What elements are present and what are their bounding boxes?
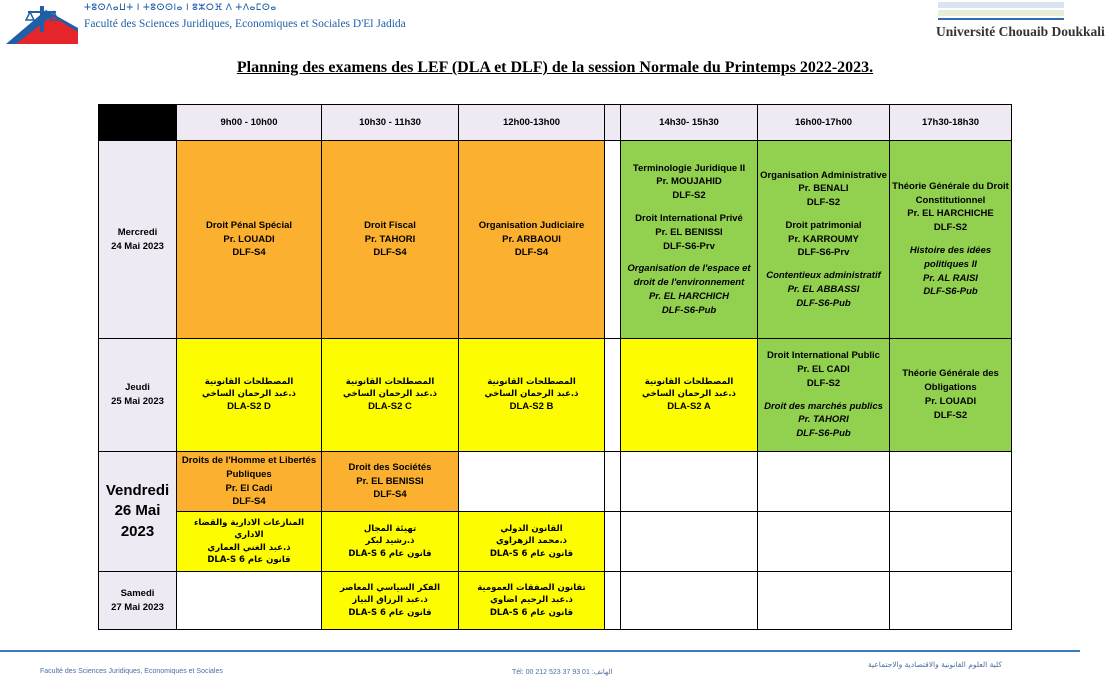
row-samedi (99, 572, 1012, 630)
exam-group: DLF-S6-Pub (796, 297, 851, 309)
exam-group: DLF-S2 (933, 409, 968, 421)
separator-cell (605, 141, 621, 339)
exam-professor: ذ.عبد الرحمان الساخي (641, 389, 737, 400)
exam-subject: Droit des marchés publics (764, 400, 883, 412)
exam-subject: Théorie Générale des Obligations (902, 368, 999, 394)
exam-subject: المنازعات الادارية والقضاء الاداري (194, 517, 304, 541)
exam-professor: Pr. LOUADI (924, 396, 977, 407)
column-separator (605, 105, 621, 141)
exam-subject: Organisation Administrative (760, 169, 887, 181)
exam-subject: المصطلحات القانونية (487, 376, 576, 387)
exam-group: DLF-S4 (514, 247, 549, 259)
exam-cell (459, 512, 605, 572)
exam-subject: Droit Pénal Spécial (205, 219, 293, 231)
exam-subject: المصطلحات القانونية (644, 376, 734, 387)
exam-subject: Organisation de l'espace et droit de l'environnement (627, 263, 751, 289)
exam-group: DLA-S 6 قانون عام (348, 548, 432, 559)
footer-faculty-name: Faculté des Sciences Juridiques, Economiques et Sociales (40, 668, 223, 675)
day-date: 27 Mai 2023 (111, 601, 164, 613)
exam-subject: القانون الدولي (500, 524, 563, 535)
university-logo (936, 0, 1066, 22)
empty-cell (890, 512, 1012, 572)
exam-group: DLF-S2 (806, 377, 841, 389)
empty-cell (459, 452, 605, 512)
row-mercredi (99, 141, 1012, 339)
exam-professor: Pr. MOUJAHID (656, 176, 722, 188)
spacer (623, 253, 755, 262)
empty-cell (890, 452, 1012, 512)
faculty-name: Faculté des Sciences Juridiques, Economiques et Sociales D'El Jadida (84, 18, 406, 30)
exam-professor: ذ.رشيد لبكر (365, 536, 415, 547)
empty-cell (177, 572, 322, 630)
exam-group: DLF-S2 (806, 197, 841, 209)
exam-cell (177, 339, 322, 452)
exam-professor: ذ.عبد الرحمان الساخي (342, 389, 438, 400)
column-header: 16h00-17h00 (758, 105, 890, 141)
exam-cell (621, 141, 758, 339)
spacer (760, 391, 887, 400)
exam-schedule-table (98, 104, 1012, 630)
day-date: 25 Mai 2023 (111, 396, 164, 407)
exam-cell (459, 141, 605, 339)
day-cell (99, 141, 177, 339)
day-year: 2023 (120, 522, 155, 540)
exam-group: DLA-S 6 قانون عام (348, 607, 432, 618)
exam-professor: Pr. ARBAOUI (502, 233, 561, 245)
column-header: 14h30- 15h30 (621, 105, 758, 141)
exam-professor: Pr. EL CADI (797, 363, 850, 375)
column-header: 10h30 - 11h30 (322, 105, 459, 141)
exam-group: DLF-S4 (232, 496, 266, 508)
exam-professor: Pr. TAHORI (364, 233, 416, 245)
day-name: Jeudi (125, 382, 150, 394)
exam-professor: Pr. EL ABBASSI (787, 283, 860, 295)
exam-group: DLF-S6-Prv (797, 247, 850, 259)
day-date: 26 Mai (114, 502, 161, 520)
day-date: 24 Mai 2023 (111, 240, 164, 252)
spacer (892, 235, 1009, 244)
exam-subject: المصطلحات القانونية (204, 376, 294, 387)
exam-group: DLF-S6-Pub (796, 428, 851, 440)
empty-cell (621, 452, 758, 512)
separator-cell (605, 339, 621, 452)
exam-professor: Pr. LOUADI (223, 233, 275, 245)
exam-subject: Histoire des idées politiques II (909, 245, 992, 270)
empty-cell (758, 572, 890, 630)
exam-cell (459, 572, 605, 630)
exam-cell (177, 512, 322, 572)
exam-professor: Pr. EL BENISSI (356, 475, 424, 487)
exam-subject: Organisation Judiciaire (478, 219, 585, 231)
exam-subject: Théorie Générale du Droit Constitutionnel (892, 180, 1009, 206)
exam-group: DLA-S2 D (227, 401, 271, 413)
footer-divider (0, 650, 1080, 652)
exam-professor: ذ.محمد الزهراوي (495, 536, 568, 547)
exam-professor: Pr. El Cadi (225, 482, 273, 494)
exam-group: DLF-S2 (933, 222, 968, 234)
exam-group: DLA-S2 A (667, 401, 711, 413)
spacer (760, 210, 887, 219)
exam-cell (890, 339, 1012, 452)
exam-cell (890, 141, 1012, 339)
exam-cell (758, 141, 890, 339)
corner-cell (99, 105, 177, 141)
spacer (760, 260, 887, 269)
exam-cell (322, 572, 459, 630)
empty-cell (621, 572, 758, 630)
exam-professor: ذ.عبد الرحمان الساخي (201, 389, 297, 400)
exam-group: DLF-S4 (232, 247, 266, 259)
day-name: Mercredi (117, 226, 158, 238)
exam-group: DLF-S2 (672, 190, 706, 202)
day-cell (99, 572, 177, 630)
faculty-logo (6, 2, 78, 44)
exam-professor: ذ.عبد الرزاق البياز (352, 595, 428, 606)
column-header: 9h00 - 10h00 (177, 105, 322, 141)
exam-cell (758, 339, 890, 452)
row-vendredi-a (99, 452, 1012, 512)
footer-faculty-name-arabic: كلية العلوم القانونية والاقتصادية والاجتماعية (868, 660, 1002, 669)
exam-professor: Pr. EL BENISSI (655, 226, 723, 238)
row-jeudi (99, 339, 1012, 452)
empty-cell (758, 452, 890, 512)
exam-group: DLF-S6-Pub (661, 304, 717, 316)
exam-subject: الفكر السياسي المعاصر (339, 583, 441, 594)
empty-cell (890, 572, 1012, 630)
day-cell (99, 339, 177, 452)
column-header: 17h30-18h30 (890, 105, 1012, 141)
page-header (0, 0, 1105, 52)
exam-group: DLA-S 6 قانون عام (207, 554, 291, 565)
exam-group: DLA-S2 B (509, 401, 554, 413)
exam-professor: Pr. EL HARCHICH (648, 290, 730, 302)
exam-group: DLF-S6-Pub (923, 286, 978, 298)
university-name: Université Chouaib Doukkali (936, 24, 1105, 39)
faculty-name-tifinagh: ⵜⵓⵙⴷⴰⵡⵜ ⵏ ⵜⵓⵙⵙⵏⴰ ⵏ ⵓⵣⵔⴼ ⴷ ⵜⴷⴰⵎⵙⴰ (84, 2, 277, 12)
exam-subject: تهيئة المجال (363, 524, 417, 535)
exam-cell (322, 141, 459, 339)
page-title: Planning des examens des LEF (DLA et DLF) de la session Normale du Printemps 2022-2023. (236, 59, 874, 76)
exam-subject: Droits de l'Homme et Libertés Publiques (181, 454, 317, 480)
day-name: Vendredi (105, 482, 170, 500)
day-name: Samedi (120, 587, 155, 599)
exam-professor: Pr. BENALI (798, 183, 849, 195)
exam-professor: ذ.عبد الغني العماري (207, 542, 291, 553)
exam-professor: Pr. TAHORI (798, 414, 849, 426)
exam-cell (621, 339, 758, 452)
exam-cell (322, 339, 459, 452)
exam-cell (322, 452, 459, 512)
exam-professor: Pr. EL HARCHICHE (907, 208, 994, 220)
exam-group: DLA-S 6 قانون عام (489, 548, 574, 559)
exam-group: DLA-S2 C (368, 401, 412, 413)
exam-subject: المصطلحات القانونية (345, 376, 435, 387)
exam-professor: Pr. KARROUMY (788, 233, 859, 245)
exam-subject: Droit des Sociétés (348, 461, 432, 473)
exam-cell (177, 452, 322, 512)
exam-group: DLA-S 6 قانون عام (489, 607, 574, 618)
row-vendredi-b (99, 512, 1012, 572)
exam-group: DLF-S4 (373, 489, 407, 501)
empty-cell (758, 512, 890, 572)
exam-subject: تقانون الصفقات العمومية (477, 583, 586, 594)
exam-cell (177, 141, 322, 339)
exam-group: DLF-S6-Prv (663, 240, 715, 252)
exam-subject: Contentieux administratif (766, 270, 881, 282)
header-row (99, 105, 1012, 141)
day-cell (99, 452, 177, 572)
exam-cell (459, 339, 605, 452)
exam-professor: ذ.عبد الرحمان الساخي (484, 389, 579, 400)
empty-cell (621, 512, 758, 572)
exam-group: DLF-S4 (373, 247, 407, 259)
separator-cell (605, 512, 621, 572)
separator-cell (605, 452, 621, 512)
separator-cell (605, 572, 621, 630)
column-header: 12h00-13h00 (459, 105, 605, 141)
footer-phone: Tél: 00 212 523 37 93 01 :الهاتف (512, 669, 613, 676)
exam-subject: Droit patrimonial (785, 219, 862, 231)
exam-professor: ذ.عبد الرحيم اضاوي (490, 595, 573, 606)
exam-professor: Pr. AL RAISI (923, 272, 978, 284)
exam-subject: Terminologie Juridique II (632, 162, 746, 174)
exam-subject: Droit International Privé (635, 212, 743, 224)
spacer (623, 203, 755, 212)
exam-subject: Droit International Public (767, 350, 880, 362)
exam-subject: Droit Fiscal (364, 219, 416, 231)
exam-cell (322, 512, 459, 572)
